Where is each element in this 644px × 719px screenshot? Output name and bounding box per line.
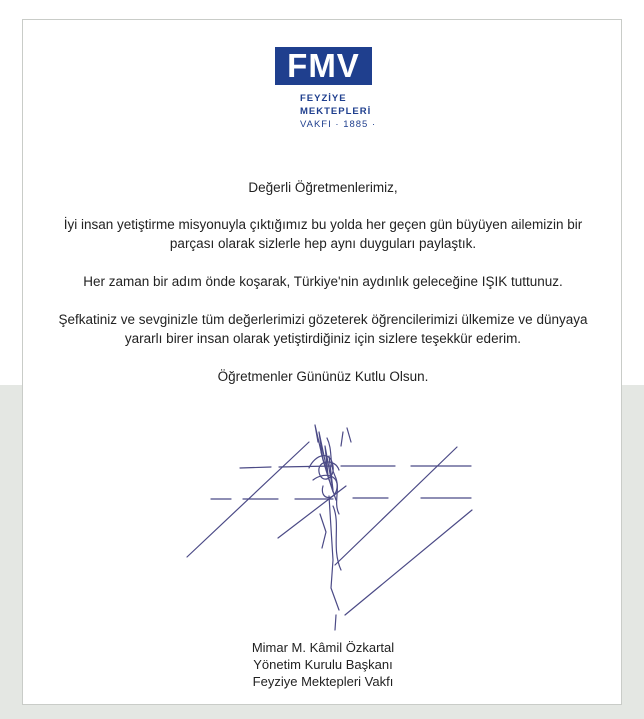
closing-line: Öğretmenler Gününüz Kutlu Olsun. [217, 369, 429, 384]
logo-line-3: VAKFI · 1885 · [300, 119, 377, 130]
signatory-organization: Feyziye Mektepleri Vakfı [252, 674, 394, 689]
fmv-logo [275, 47, 375, 139]
logo-line-1: FEYZİYE [300, 93, 347, 104]
paragraph-2: Her zaman bir adım önde koşarak, Türkiye'nin aydınlık geleceğine IŞIK tuttunuz. [83, 274, 563, 289]
signoff-block [123, 639, 523, 690]
logo-line-2: MEKTEPLERİ [300, 106, 372, 117]
logo-mark: FMV [287, 47, 360, 84]
letter-body [43, 178, 603, 386]
paragraph-3-line-2: yararlı birer insan olarak yetiştirdiğiniz için sizlere teşekkür ederim. [124, 331, 522, 346]
paragraph-1-line-1: İyi insan yetiştirme misyonuyla çıktığımız bu yolda her geçen gün büyüyen ailemizin bir [63, 217, 583, 232]
signatory-title: Yönetim Kurulu Başkanı [253, 657, 393, 672]
logo-badge [275, 47, 372, 85]
paragraph-3-line-1: Şefkatiniz ve sevginizle tüm değerlerimizi gözeterek öğrencilerimizi ülkemize ve dünyaya [58, 312, 588, 327]
letter-card [22, 19, 622, 705]
paragraph-1-line-2: parçası olarak sizlerle hep aynı duyguları paylaştık. [169, 236, 477, 251]
signatory-name: Mimar M. Kâmil Özkartal [251, 640, 395, 655]
greeting: Değerli Öğretmenlerimiz, [248, 180, 398, 195]
handwritten-signature [183, 420, 483, 635]
